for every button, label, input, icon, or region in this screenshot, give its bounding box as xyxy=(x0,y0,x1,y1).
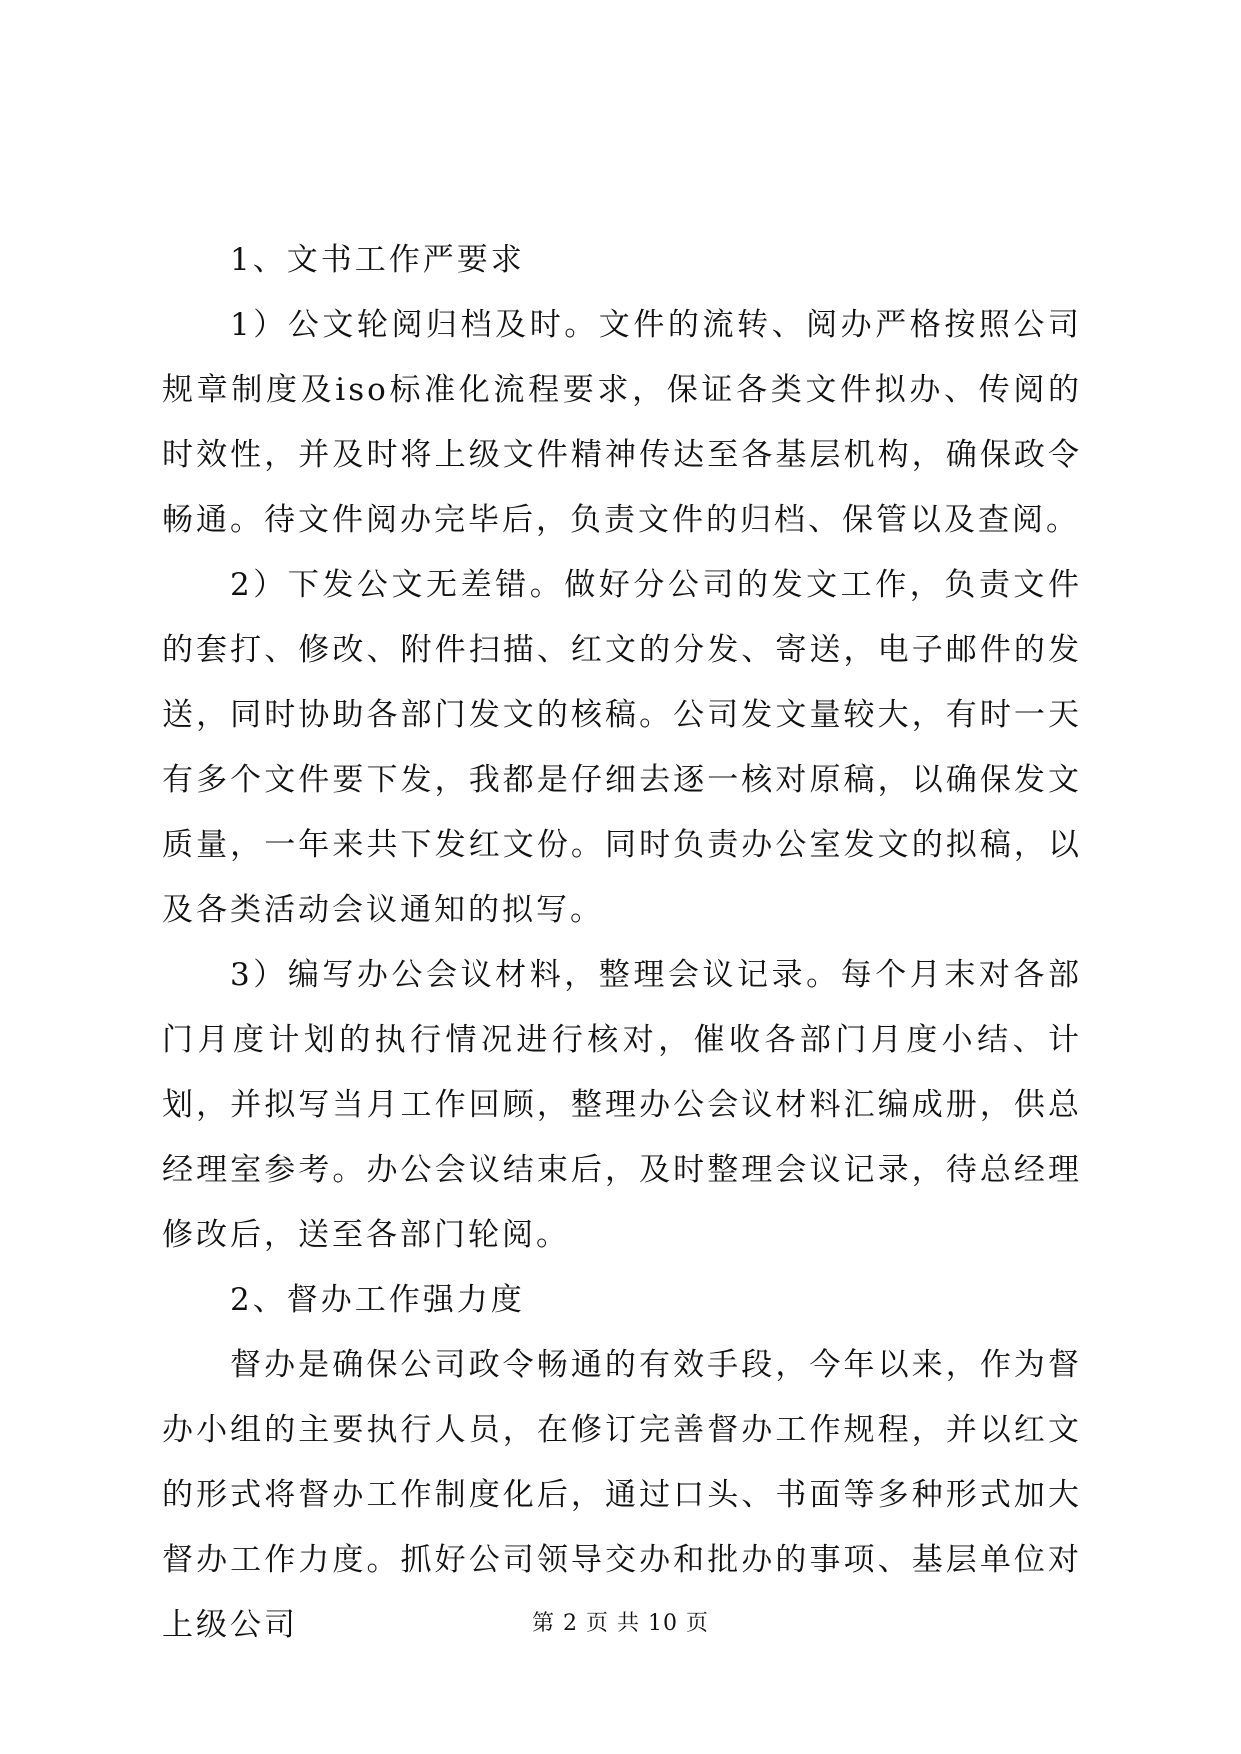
paragraph-item-2: 2）下发公文无差错。做好分公司的发文工作，负责文件的套打、修改、附件扫描、红文的分发、寄送，电子邮件的发送，同时协助各部门发文的核稿。公司发文量较大，有时一天有多个文件要下发，我都是仔细去逐一核对原稿，以确保发文质量，一年来共下发红文份。同时负责办公室发文的拟稿，以及各类活动会议通知的拟写。 xyxy=(162,567,1082,928)
paragraph-supervision: 督办是确保公司政令畅通的有效手段，今年以来，作为督办小组的主要执行人员，在修订完善督办工作规程，并以红文的形式将督办工作制度化后，通过口头、书面等多种形式加大督办工作力度。抓好公司领导交办和批办的事项、基层单位对上级公司 xyxy=(162,1347,1082,1643)
paragraph-item-3: 3）编写办公会议材料，整理会议记录。每个月末对各部门月度计划的执行情况进行核对，催收各部门月度小结、计划，并拟写当月工作回顾，整理办公会议材料汇编成册，供总经理室参考。办公会议结束后，及时整理会议记录，待总经理修改后，送至各部门轮阅。 xyxy=(162,957,1082,1253)
document-body xyxy=(162,228,1082,1658)
page-number-footer: 第 2 页 共 10 页 xyxy=(532,1611,709,1636)
paragraph-item-1: 1）公文轮阅归档及时。文件的流转、阅办严格按照公司规章制度及iso标准化流程要求，保证各类文件拟办、传阅的时效性，并及时将上级文件精神传达至各基层机构，确保政令畅通。待文件阅办完毕后，负责文件的归档、保管以及查阅。 xyxy=(162,307,1082,538)
section-heading-1: 1、文书工作严要求 xyxy=(230,242,525,278)
section-heading-2: 2、督办工作强力度 xyxy=(230,1282,525,1318)
